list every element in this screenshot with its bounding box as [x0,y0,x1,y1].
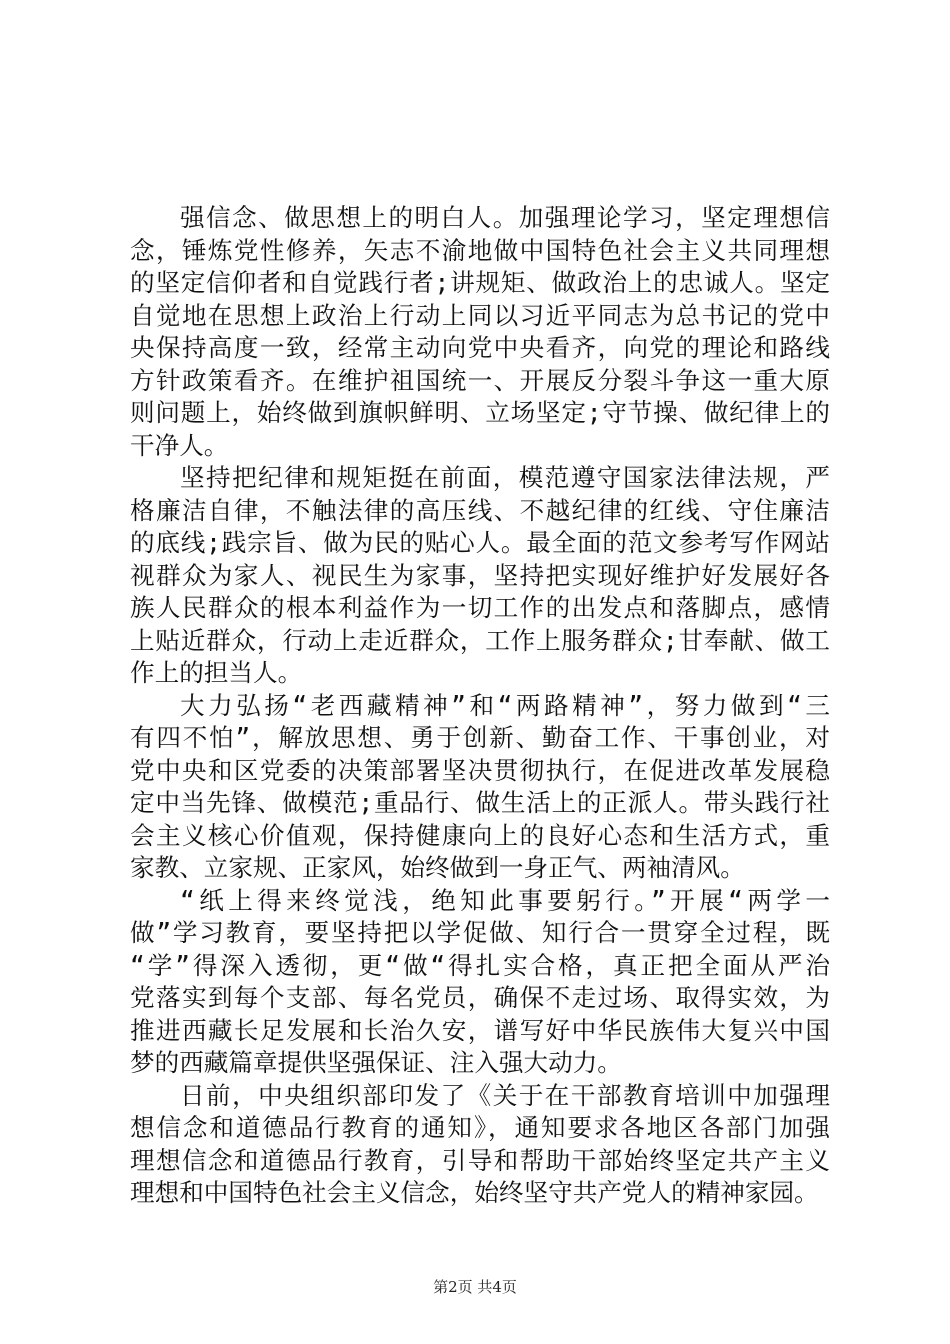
text-line: 理想信念和道德品行教育，引导和帮助干部始终坚定共产主义 [130,1145,830,1175]
body-text [130,202,830,1210]
text-line: 的底线;践宗旨、做为民的贴心人。最全面的范文参考写作网站 [130,528,830,557]
text-line: 的坚定信仰者和自觉践行者;讲规矩、做政治上的忠诚人。坚定 [130,268,830,297]
text-line: 强信念、做思想上的明白人。加强理论学习，坚定理想信 [180,203,830,232]
text-line: 上贴近群众，行动上走近群众，工作上服务群众;甘奉献、做工 [130,625,830,655]
text-line: 自觉地在思想上政治上行动上同以习近平同志为总书记的党中 [130,300,830,330]
text-line: 推进西藏长足发展和长治久安，谱写好中华民族伟大复兴中国 [130,1015,830,1045]
text-line: 做”学习教育，要坚持把以学促做、知行合一贯穿全过程，既 [130,918,830,947]
text-line: 定中当先锋、做模范;重品行、做生活上的正派人。带头践行社 [130,788,830,817]
page-number-footer: 第2页 共4页 [433,1278,517,1296]
text-line: 党中央和区党委的决策部署坚决贯彻执行，在促进改革发展稳 [130,755,830,785]
text-line: 族人民群众的根本利益作为一切工作的出发点和落脚点，感情 [130,593,830,622]
text-line: 格廉洁自律，不触法律的高压线、不越纪律的红线、守住廉洁 [130,495,830,525]
text-line: 日前，中央组织部印发了《关于在干部教育培训中加强理 [180,1080,830,1110]
text-line: 有四不怕”，解放思想、勇于创新、勤奋工作、干事创业，对 [130,723,830,752]
text-line: 想信念和道德品行教育的通知》，通知要求各地区各部门加强 [130,1113,830,1142]
text-line: 大力弘扬“老西藏精神”和“两路精神”，努力做到“三 [180,690,830,720]
text-line: 央保持高度一致，经常主动向党中央看齐，向党的理论和路线 [130,333,830,362]
text-line: 会主义核心价值观，保持健康向上的良好心态和生活方式，重 [130,820,830,850]
text-line: 梦的西藏篇章提供坚强保证、注入强大动力。 [130,1048,622,1077]
text-line: “纸上得来终觉浅，绝知此事要躬行。”开展“两学一 [180,885,830,915]
text-line: 念，锤炼党性修养，矢志不渝地做中国特色社会主义共同理想 [130,235,830,265]
text-line: 作上的担当人。 [130,658,303,687]
text-line: 家教、立家规、正家风，始终做到一身正气、两袖清风。 [130,853,745,882]
text-line: 党落实到每个支部、每名党员，确保不走过场、取得实效，为 [130,983,830,1012]
text-line: 则问题上，始终做到旗帜鲜明、立场坚定;守节操、做纪律上的 [130,398,830,427]
text-line: 干净人。 [130,430,229,460]
text-line: 方针政策看齐。在维护祖国统一、开展反分裂斗争这一重大原 [130,365,830,395]
text-line: 视群众为家人、视民生为家事，坚持把实现好维护好发展好各 [130,560,830,590]
text-line: 理想和中国特色社会主义信念，始终坚守共产党人的精神家园。 [130,1178,819,1207]
text-line: “学”得深入透彻，更“做“得扎实合格，真正把全面从严治 [130,950,830,980]
text-line: 坚持把纪律和规矩挺在前面，模范遵守国家法律法规，严 [180,463,830,492]
